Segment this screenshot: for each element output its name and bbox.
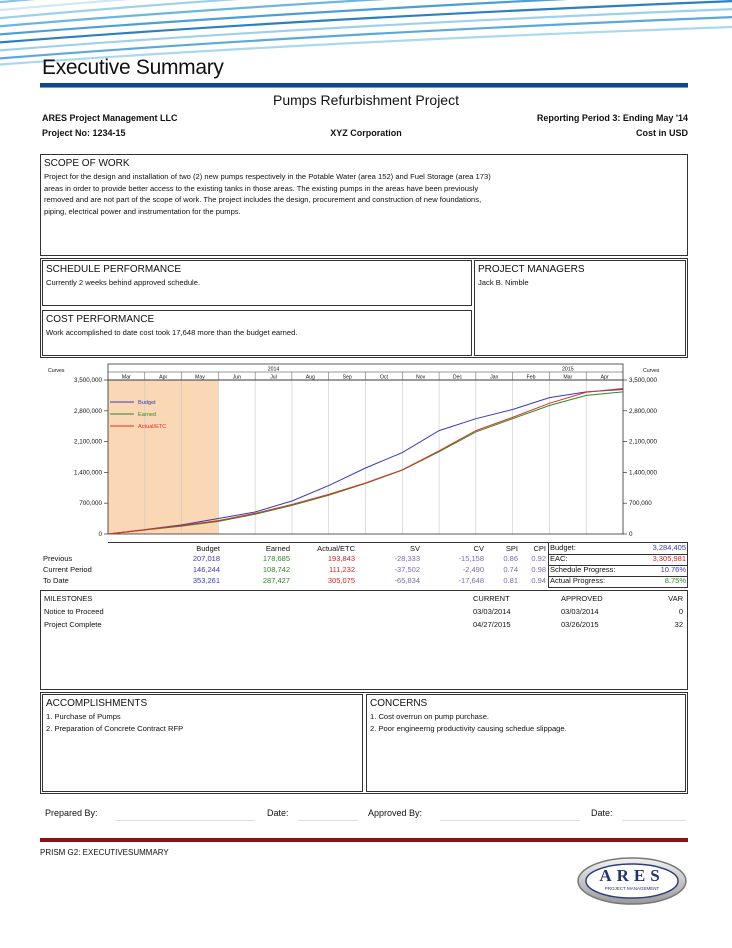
scope-line: removed and are not part of the scope of work. The project includes the design, procurement and construction of new foundations, [44,195,482,205]
prepared-by-label: Prepared By: [45,808,98,818]
schedule-section [42,260,472,306]
y-tick-label: 0 [98,531,102,538]
month-label: May [195,374,205,381]
metrics-cell: 305,075 [327,576,355,585]
metrics-cell: 207,018 [192,554,220,563]
cost-section [42,310,472,356]
y-tick-label-right: 2,800,000 [629,407,658,415]
month-label: Jul [270,374,277,381]
metrics-row-label: Current Period [43,565,92,574]
prepared-date-field[interactable] [298,820,358,821]
form-id: PRISM G2: EXECUTIVESUMMARY [40,848,169,857]
cost-text: Work accomplished to date cost took 17,648 more than the budget earned. [46,328,298,337]
metrics-row-label: Previous [43,554,73,563]
date-label: Date: [591,808,613,818]
milestone-current: 04/27/2015 [473,620,511,629]
year-label: 2015 [562,366,574,373]
metrics-cell: -37,502 [394,565,420,574]
managers-text: Jack B. Nimble [478,278,529,287]
milestone-var: 0 [678,607,683,616]
client-name: XYZ Corporation [330,128,402,138]
currency-label: Cost in USD [635,128,688,138]
metrics-cell: -15,158 [458,554,484,563]
project-name: Pumps Refurbishment Project [273,92,459,108]
metrics-cell: 108,742 [262,565,290,574]
schedule-text: Currently 2 weeks behind approved schedule. [46,278,201,287]
month-label: Apr [600,374,609,381]
month-label: Mar [121,374,131,381]
summary-label: Schedule Progress: [550,565,616,574]
metrics-top-rule [108,542,548,543]
list-item: 2. Preparation of Concrete Contract RFP [46,723,184,733]
concerns-section [366,694,686,792]
scope-line: areas in order to provide better access to the existing tanks in those areas. The existing pumps in the areas have been previously [44,183,479,193]
month-label: Sep [342,374,352,381]
milestone-name: Project Complete [44,620,102,629]
y-tick-label: 700,000 [79,500,102,508]
date-label: Date: [267,808,289,818]
milestone-name: Notice to Proceed [44,607,104,616]
y-tick-label: 2,100,000 [73,438,102,446]
milestone-current: 03/03/2014 [473,607,511,616]
metrics-col-header: SPI [505,544,518,553]
metrics-cell: 0.74 [503,565,518,574]
approved-by-field[interactable] [440,820,580,821]
accomplishments-section [42,694,363,792]
milestones-col-approved: APPROVED [561,594,603,603]
scope-section [40,154,688,256]
left-axis-label: Curves [48,368,65,374]
page-title: Executive Summary [42,56,224,79]
metrics-row-label: To Date [43,576,69,585]
list-item: 1. Cost overrun on pump purchase. [370,712,490,721]
month-label: Nov [416,374,426,381]
metrics-cell: 111,232 [329,565,355,574]
scope-line: Project for the design and installation of two (2) new pumps respectively in the Potable Water (area 152) and Fuel Storage (area 173) [44,172,491,181]
year-label: 2014 [267,366,280,373]
metrics-col-header: Budget [196,544,220,553]
metrics-col-header: Earned [265,544,290,553]
metrics-cell: 178,685 [262,554,290,563]
summary-value: 3,305,981 [652,554,686,563]
title-rule-thin [40,87,688,88]
managers-title: PROJECT MANAGERS [478,264,585,275]
logo-subtitle: PROJECT MANAGEMENT [604,886,660,891]
milestone-var: 32 [674,620,683,629]
right-axis-label: Curves [643,368,660,374]
approved-date-field[interactable] [622,820,686,821]
metrics-cell: 0.94 [531,576,546,585]
summary-values [550,543,686,587]
cost-title: COST PERFORMANCE [46,314,155,325]
scope-body [44,171,491,217]
accomplishments-list [46,711,183,734]
milestone-approved: 03/03/2014 [561,607,599,616]
concerns-title: CONCERNS [370,698,428,709]
scope-line: piping, electrical power and instrumentation for the pumps. [44,206,241,216]
metrics-cell: 0.81 [503,576,518,585]
month-label: Dec [452,374,463,381]
month-label: Mar [563,374,573,381]
milestone-approved: 03/26/2015 [561,620,599,629]
y-tick-label-right: 0 [629,531,633,538]
month-label: Jun [232,374,241,381]
month-label: Aug [305,374,315,381]
metrics-cell: -65,834 [394,576,420,585]
metrics-rows [40,554,548,588]
legend-label: Budget [138,400,156,406]
schedule-title: SCHEDULE PERFORMANCE [46,264,182,275]
summary-label: EAC: [550,554,568,563]
scope-title: SCOPE OF WORK [44,158,130,169]
metrics-cell: 0.86 [503,554,518,563]
metrics-col-header: CV [473,544,484,553]
y-tick-label-right: 3,500,000 [629,377,658,384]
reporting-period: Reporting Period 3: Ending May '14 [536,113,688,123]
month-label: Feb [526,374,536,381]
summary-label: Budget: [550,543,576,552]
milestones-col-var: VAR [668,594,683,603]
company-name: ARES Project Management LLC [42,113,178,123]
summary-value: 3,284,405 [652,543,686,552]
concerns-list [370,711,567,734]
y-tick-label: 3,500,000 [73,377,102,384]
metrics-col-header: CPI [533,544,546,553]
legend-label: Actual/ETC [138,424,167,430]
footer-rule [40,838,688,842]
highlight-band [108,380,218,534]
list-item: 2. Poor engineerng productivity causing schedue slippage. [370,723,567,733]
month-label: Apr [159,374,168,381]
metrics-cell: -17,648 [458,576,484,585]
milestones-title: MILESTONES [44,594,93,603]
y-tick-label-right: 1,400,000 [629,469,658,477]
logo-text: ARES [599,866,665,885]
y-tick-label: 1,400,000 [73,469,102,477]
month-label: Oct [379,374,388,381]
metrics-cell: 0.98 [531,565,546,574]
summary-label: Actual Progress: [550,576,606,585]
approved-by-label: Approved By: [368,808,423,818]
managers-section [474,260,686,356]
milestones-col-current: CURRENT [473,594,510,603]
metrics-cell: -28,333 [394,554,420,563]
legend-label: Earned [138,412,157,418]
metrics-table [40,542,688,588]
project-number: Project No: 1234-15 [42,128,126,138]
milestones-section [40,590,688,690]
prepared-by-field[interactable] [115,820,255,821]
progress-curve-chart [40,362,688,542]
y-tick-label-right: 2,100,000 [629,438,658,446]
metrics-col-header: Actual/ETC [317,544,355,553]
metrics-cell: 193,843 [327,554,355,563]
metrics-cell: 0.92 [531,554,546,563]
y-tick-label-right: 700,000 [629,500,652,508]
metrics-cell: 287,427 [262,576,290,585]
metrics-header [40,544,548,554]
summary-value: 8.75% [664,576,686,585]
y-tick-label: 2,800,000 [73,407,102,415]
list-item: 1. Purchase of Pumps [46,712,121,721]
metrics-cell: 146,244 [192,565,220,574]
summary-value: 10.76% [660,565,686,574]
metrics-col-header: SV [409,544,420,553]
accomplishments-title: ACCOMPLISHMENTS [46,698,148,709]
month-label: Jan [490,374,499,381]
metrics-cell: 353,261 [192,576,220,585]
metrics-cell: -2,490 [462,565,484,574]
